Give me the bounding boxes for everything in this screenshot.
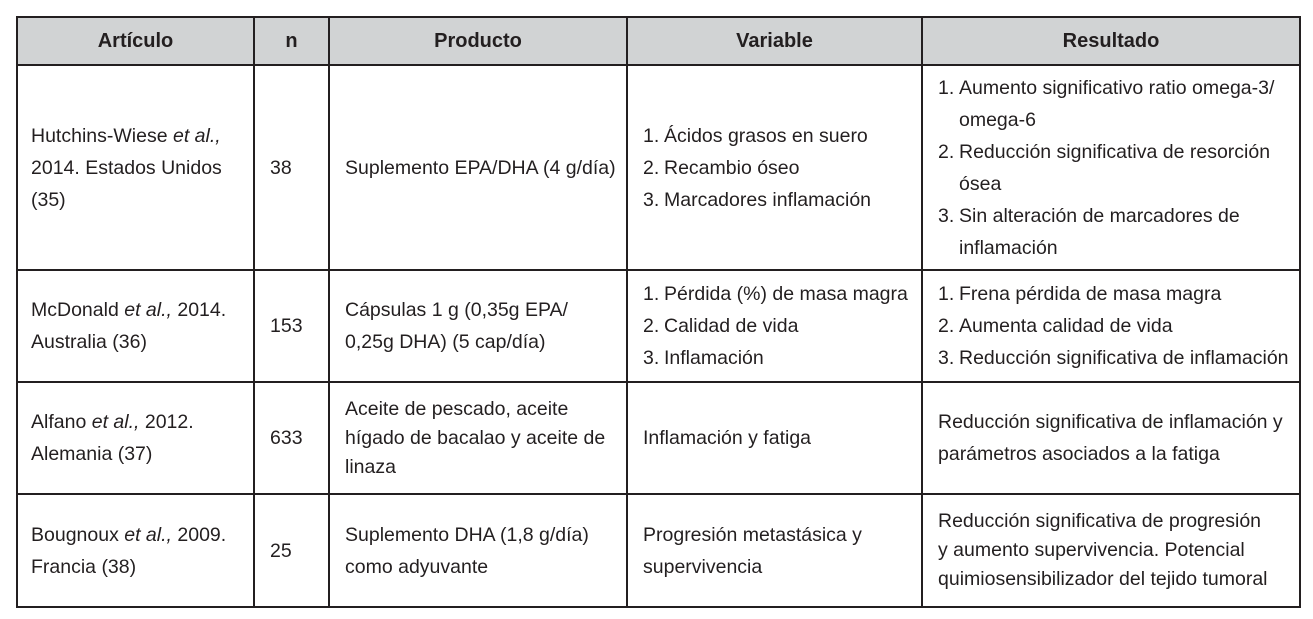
citation-year: 2012. xyxy=(144,411,194,433)
list-item: 3. Marcadores inflamación xyxy=(643,188,872,211)
citation-year: 2009. xyxy=(177,523,227,546)
resultado-cell xyxy=(922,382,1300,494)
variable-cell xyxy=(627,382,922,494)
results-table xyxy=(16,16,1301,608)
table-row xyxy=(17,382,1300,494)
list-item: 1. Pérdida (%) de masa magra xyxy=(643,283,908,305)
list-item: 1. Frena pérdida de masa magra xyxy=(938,283,1222,305)
n-cell: 153 xyxy=(254,270,329,382)
header-producto: Producto xyxy=(329,17,627,65)
list-item: 2. Reducción significativa de resorción ósea xyxy=(938,140,1271,195)
et-al: et al., xyxy=(91,411,140,433)
producto-cell xyxy=(329,65,627,270)
producto-cell xyxy=(329,270,627,382)
list-item: 2. Calidad de vida xyxy=(643,315,799,337)
list-item: 2. Recambio óseo xyxy=(643,156,800,179)
header-resultado: Resultado xyxy=(922,17,1300,65)
resultado-list xyxy=(938,72,1299,264)
table-row xyxy=(17,494,1300,607)
variable-text: Inflamación y fatiga xyxy=(643,427,812,449)
variable-cell xyxy=(627,494,922,607)
n-cell: 25 xyxy=(254,494,329,607)
producto-line: Cápsulas 1 g (0,35g EPA/ xyxy=(345,299,568,321)
list-item: 1. Aumento significativo ratio omega-3/ omega-6 xyxy=(938,76,1275,131)
resultado-line: Reducción significativa de progresión xyxy=(938,510,1262,532)
citation-line: (35) xyxy=(31,188,66,211)
articulo-cell xyxy=(17,382,254,494)
citation-line: 2014. Estados Unidos xyxy=(31,156,222,179)
producto-line: hígado de bacalao y aceite de xyxy=(345,426,606,449)
citation-line: Alemania (37) xyxy=(31,443,153,465)
producto-line: linaza xyxy=(345,455,396,478)
producto-cell xyxy=(329,494,627,607)
articulo-cell xyxy=(17,494,254,607)
articulo-cell xyxy=(17,270,254,382)
producto-line: Suplemento EPA/DHA (4 g/día) xyxy=(345,156,616,179)
author-name: McDonald xyxy=(31,299,119,321)
header-articulo: Artículo xyxy=(17,17,254,65)
author-name: Hutchins-Wiese xyxy=(31,124,168,147)
resultado-list xyxy=(938,278,1299,374)
author-name: Bougnoux xyxy=(31,523,119,546)
n-cell: 38 xyxy=(254,65,329,270)
variable-line: supervivencia xyxy=(643,555,763,578)
list-item: 3. Reducción significativa de inflamación xyxy=(938,347,1289,369)
variable-cell xyxy=(627,65,922,270)
resultado-line: parámetros asociados a la fatiga xyxy=(938,443,1220,465)
list-item: 2. Aumenta calidad de vida xyxy=(938,315,1173,337)
list-item: 1. Ácidos grasos en suero xyxy=(643,124,868,147)
citation-year: 2014. xyxy=(177,299,227,321)
resultado-cell xyxy=(922,270,1300,382)
resultado-line: Reducción significativa de inflamación y xyxy=(938,411,1283,433)
list-item: 3. Sin alteración de marcadores de inflamación xyxy=(938,204,1240,259)
articulo-cell xyxy=(17,65,254,270)
list-item: 3. Inflamación xyxy=(643,347,764,369)
table-row xyxy=(17,270,1300,382)
et-al: et al., xyxy=(172,124,221,147)
producto-cell xyxy=(329,382,627,494)
resultado-line: quimiosensibilizador del tejido tumoral xyxy=(938,568,1268,590)
variable-list xyxy=(643,278,921,374)
producto-line: Aceite de pescado, aceite xyxy=(345,397,569,420)
resultado-line: y aumento supervivencia. Potencial xyxy=(938,539,1245,561)
producto-line: Suplemento DHA (1,8 g/día) xyxy=(345,523,589,546)
producto-line: como adyuvante xyxy=(345,555,489,578)
et-al: et al., xyxy=(124,299,172,321)
header-variable: Variable xyxy=(627,17,922,65)
citation-line: Francia (38) xyxy=(31,555,137,578)
resultado-cell xyxy=(922,494,1300,607)
header-n: n xyxy=(254,17,329,65)
variable-line: Progresión metastásica y xyxy=(643,523,862,546)
producto-line: 0,25g DHA) (5 cap/día) xyxy=(345,331,546,353)
et-al: et al., xyxy=(124,523,172,546)
header-row xyxy=(17,17,1300,65)
variable-cell xyxy=(627,270,922,382)
table-row xyxy=(17,65,1300,270)
author-name: Alfano xyxy=(31,411,87,433)
citation-line: Australia (36) xyxy=(31,331,147,353)
variable-list xyxy=(643,120,921,216)
resultado-cell xyxy=(922,65,1300,270)
n-cell: 633 xyxy=(254,382,329,494)
